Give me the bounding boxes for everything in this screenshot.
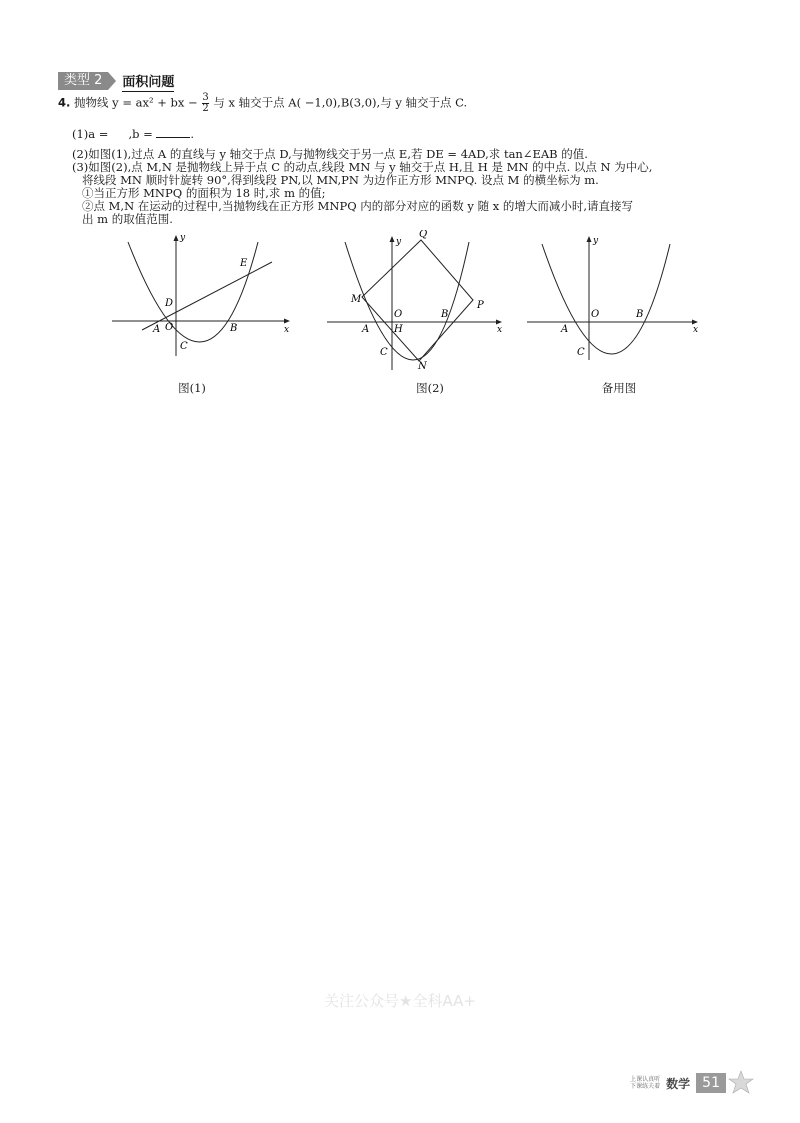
label-B: B [636,309,644,320]
section-title: 面积问题 [122,71,174,92]
label-A: A [362,324,370,335]
footer-slogan-line2: 下课练夫着 [630,1083,661,1090]
stem-fraction [202,93,208,114]
page-footer [630,1070,754,1096]
label-B: B [230,323,238,334]
q1-a-label: (1)a = [72,127,109,141]
x-axis-arrow-icon [692,320,698,325]
figure-2-diagram [325,230,510,375]
square-MNPQ [362,240,473,361]
y-axis-arrow-icon [174,235,179,241]
label-x: x [284,325,290,335]
label-A: A [153,324,161,335]
label-M: M [351,294,362,305]
label-C: C [577,347,585,358]
label-E: E [240,258,248,269]
label-O: O [165,322,174,333]
line-AE [142,262,272,330]
label-x: x [693,325,699,335]
label-P: P [477,300,484,311]
stem-part1: 抛物线 y = ax² + bx − [74,95,198,110]
label-Q: Q [419,230,428,240]
problem-stem [58,93,467,114]
footer-slogan-line1: 上课认真听 [630,1076,661,1083]
problem-number: 4. [58,95,71,110]
label-O: O [591,309,600,320]
label-y: y [180,233,186,243]
page-number: 51 [696,1073,726,1093]
question-3-sub2-line2: 出 m 的取值范围. [82,212,173,226]
question-1 [72,127,194,141]
label-N: N [418,361,427,372]
fraction-denominator: 2 [202,103,209,114]
figure-2-caption: 图(2) [416,381,444,395]
figure-1-diagram [110,230,295,360]
label-C: C [380,347,388,358]
question-3-line2: 将线段 MN 顺时针旋转 90°,得到线段 PN,以 MN,PN 为边作正方形 MNPQ. 设点 M 的横坐标为 m. [82,173,599,187]
parabola-curve [542,244,670,354]
label-O: O [394,309,403,320]
question-3-sub1: ①当正方形 MNPQ 的面积为 18 时,求 m 的值; [82,186,326,200]
parabola-curve [345,242,469,360]
label-H: H [394,324,403,335]
fraction-numerator: 3 [202,92,209,103]
figure-3-caption: 备用图 [601,381,637,395]
chevron-right-icon [108,72,116,90]
y-axis-arrow-icon [587,236,592,242]
label-y: y [593,236,599,246]
y-axis-arrow-icon [390,236,395,242]
label-D: D [165,298,174,309]
q1-b-blank[interactable] [156,127,190,138]
section-tag [58,72,174,90]
footer-slogan [630,1076,660,1090]
watermark: 关注公众号★全科AA+ [324,992,476,1010]
figure-1-caption: 图(1) [178,381,206,395]
footer-subject: 数学 [666,1076,691,1091]
figure-3-diagram [525,230,710,365]
star-mascot-icon [728,1070,754,1096]
x-axis-arrow-icon [496,320,502,325]
question-3-line1: (3)如图(2),点 M,N 是抛物线上异于点 C 的动点,线段 MN 与 y 轴交于点 H,且 H 是 MN 的中点. 以点 N 为中心, [72,160,653,174]
q1-end: . [190,127,195,141]
q1-b-label: ,b = [128,127,153,141]
label-B: B [441,309,449,320]
label-A: A [561,324,569,335]
label-C: C [180,341,188,352]
label-x: x [497,325,503,335]
label-y: y [396,237,402,247]
x-axis-arrow-icon [284,319,290,324]
section-tag-label: 类型 2 [58,72,108,90]
question-2: (2)如图(1),过点 A 的直线与 y 轴交于点 D,与抛物线交于另一点 E,若 DE = 4AD,求 tan∠EAB 的值. [72,147,588,161]
stem-part2: 与 x 轴交于点 A( −1,0),B(3,0),与 y 轴交于点 C. [213,95,468,110]
question-3-sub2-line1: ②点 M,N 在运动的过程中,当抛物线在正方形 MNPQ 内的部分对应的函数 y 随 x 的增大而减小时,请直接写 [82,199,634,213]
